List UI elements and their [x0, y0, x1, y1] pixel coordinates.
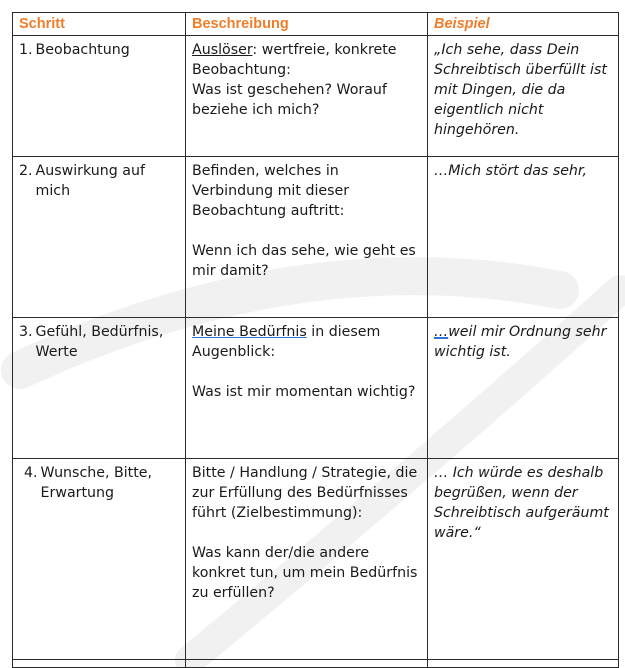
step-title: Gefühl, Bedürfnis, Werte: [35, 324, 164, 360]
description-question: Was ist mir momentan wichtig?: [192, 384, 416, 400]
table-row: [13, 36, 619, 157]
description-text: : wertfreie, konkrete Beobachtung:: [192, 42, 397, 78]
table-row-empty: [13, 660, 619, 668]
description-question: Wenn ich das sehe, wie geht es mir damit?: [192, 243, 416, 279]
description-text: Bitte / Handlung / Strategie, die zur Erfüllung des Bedürfnisses führt (Zielbestimmung):: [192, 465, 418, 521]
description-cell: [186, 157, 428, 318]
description-underlined: Auslöser: [192, 42, 253, 58]
step-title: Auswirkung auf mich: [35, 163, 145, 199]
step-cell: [13, 318, 186, 459]
example-text: „Ich sehe, dass Dein Schreibtisch überfüllt ist mit Dingen, die da eigentlich nicht hingehören.: [434, 42, 607, 138]
step-cell: [13, 36, 186, 157]
example-cell: [428, 36, 619, 157]
header-description: Beschreibung: [186, 13, 428, 36]
table-header-row: [13, 13, 619, 36]
step-number: 3.: [19, 324, 33, 340]
example-text: weil mir Ordnung sehr wichtig ist.: [434, 324, 607, 360]
example-text: … Ich würde es deshalb begrüßen, wenn der Schreibtisch aufgeräumt wäre.“: [434, 465, 609, 541]
description-underlined: Meine Bedürfnis: [192, 324, 307, 340]
description-text: in diesem Augenblick:: [192, 324, 381, 360]
description-cell: [186, 318, 428, 459]
table-row: [13, 459, 619, 660]
description-question: Was kann der/die andere konkret tun, um mein Bedürfnis zu erfüllen?: [192, 545, 418, 601]
step-title: Wunsche, Bitte, Erwartung: [40, 465, 153, 501]
step-title: Beobachtung: [35, 42, 130, 58]
example-cell: [428, 318, 619, 459]
example-cell: [428, 157, 619, 318]
step-number: 4.: [24, 465, 38, 481]
header-step: Schritt: [13, 13, 186, 36]
description-cell: [186, 459, 428, 660]
description-question: Was ist geschehen? Worauf beziehe ich mich?: [192, 82, 387, 118]
description-cell: [186, 36, 428, 157]
step-cell: [13, 157, 186, 318]
description-text: Befinden, welches in Verbindung mit dieser Beobachtung auftritt:: [192, 163, 350, 219]
step-number: 2.: [19, 163, 33, 179]
step-number: 1.: [19, 42, 33, 58]
communication-steps-table: [12, 12, 619, 668]
example-text: …Mich stört das sehr,: [434, 163, 587, 179]
header-example: Beispiel: [428, 13, 619, 36]
example-ellipsis: …: [434, 324, 449, 340]
table-row: [13, 318, 619, 459]
example-cell: [428, 459, 619, 660]
step-cell: [13, 459, 186, 660]
table-row: [13, 157, 619, 318]
